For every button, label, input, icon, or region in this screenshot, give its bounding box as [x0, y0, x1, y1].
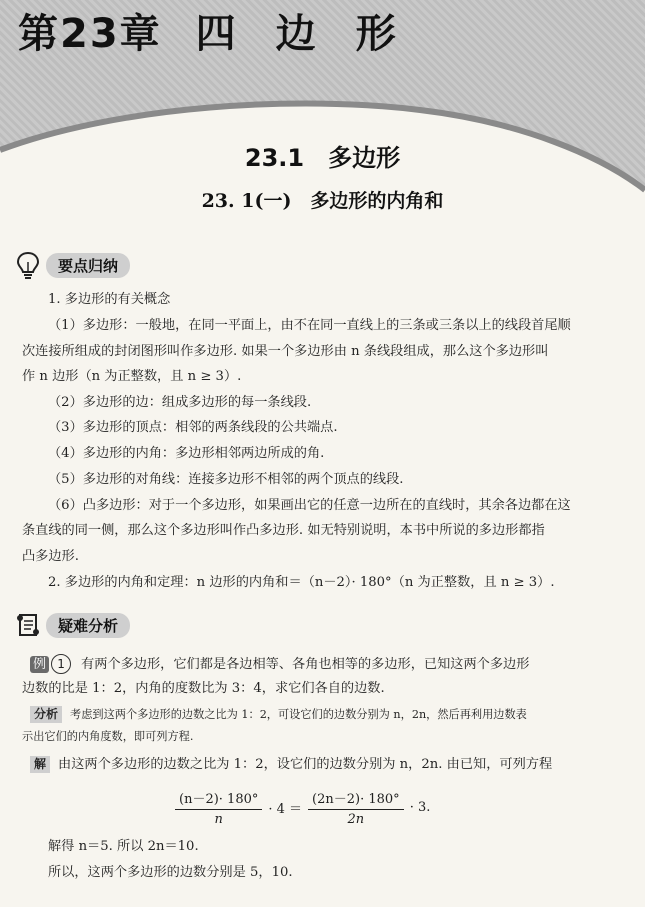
key-point-line: （4）多边形的内角：多边形相邻两边所成的角.	[48, 446, 325, 461]
chapter-title	[18, 2, 436, 59]
example-number: 1	[51, 654, 71, 674]
example-badge: 例	[30, 656, 49, 673]
example-line: 边数的比是 1：2，内角的度数比为 3：4，求它们各自的边数.	[22, 681, 385, 696]
fraction-right-denominator: 2n	[347, 812, 365, 827]
key-point-line: （1）多边形：一般地，在同一平面上，由不在同一直线上的三条或三条以上的线段首尾顺	[48, 318, 571, 333]
key-point-line: 凸多边形.	[22, 549, 79, 564]
example-line	[30, 654, 529, 674]
key-point-line: 1. 多边形的有关概念	[48, 292, 171, 307]
equation-tail: · 3.	[409, 800, 431, 815]
analysis-tag: 分析	[30, 706, 62, 723]
fraction-right-numerator: (2n－2)· 180°	[308, 788, 404, 810]
analysis-text: 考虑到这两个多边形的边数之比为 1：2，可设它们的边数分别为 n，2n，然后再利用边数表	[70, 708, 527, 721]
chapter-word: 四边形	[195, 11, 436, 57]
key-points-heading	[14, 250, 130, 280]
analysis-line: 示出它们的内角度数，即可列方程.	[22, 730, 194, 743]
difficulty-heading	[14, 610, 130, 640]
key-point-line: （5）多边形的对角线：连接多边形不相邻的两个顶点的线段.	[48, 472, 404, 487]
chapter-label: 第23章	[18, 11, 162, 57]
key-point-line: （2）多边形的边：组成多边形的每一条线段.	[48, 395, 312, 410]
difficulty-label: 疑难分析	[46, 613, 130, 638]
solution-line	[30, 756, 552, 773]
section-title: 23.1 多边形	[244, 144, 401, 172]
analysis-line	[30, 706, 527, 723]
fraction-right	[308, 788, 404, 827]
solution-tag: 解	[30, 756, 50, 773]
key-point-line: （3）多边形的顶点：相邻的两条线段的公共端点.	[48, 420, 338, 435]
key-point-line: 次连接所组成的封闭图形叫作多边形. 如果一个多边形由 n 条线段组成，那么这个多边形叫	[22, 344, 549, 359]
key-point-line: 作 n 边形（n 为正整数，且 n ≥ 3）.	[22, 369, 242, 384]
key-point-line: 2. 多边形的内角和定理：n 边形的内角和＝（n－2）· 180°（n 为正整数，且 n ≥ 3）.	[48, 575, 555, 590]
lightbulb-icon	[14, 250, 42, 280]
result-line: 所以，这两个多边形的边数分别是 5，10.	[48, 865, 293, 880]
subsection-title: 23. 1(一) 多边形的内角和	[201, 190, 444, 212]
equation-middle: · 4 ＝	[268, 802, 303, 817]
fraction-left-denominator: n	[214, 812, 223, 827]
result-line: 解得 n＝5. 所以 2n＝10.	[48, 839, 199, 854]
example-text: 有两个多边形，它们都是各边相等、各角也相等的多边形，已知这两个多边形	[81, 657, 530, 672]
key-points-label: 要点归纳	[46, 253, 130, 278]
fraction-left	[175, 788, 262, 827]
key-point-line: 条直线的同一侧，那么这个多边形叫作凸多边形. 如无特别说明，本书中所说的多边形都指	[22, 523, 545, 538]
fraction-left-numerator: (n－2)· 180°	[175, 788, 262, 810]
scroll-icon	[14, 610, 42, 640]
key-point-line: （6）凸多边形：对于一个多边形，如果画出它的任意一边所在的直线时，其余各边都在这	[48, 498, 571, 513]
equation	[175, 788, 436, 827]
solution-text: 由这两个多边形的边数之比为 1：2，设它们的边数分别为 n，2n. 由已知，可列方程	[58, 757, 553, 772]
